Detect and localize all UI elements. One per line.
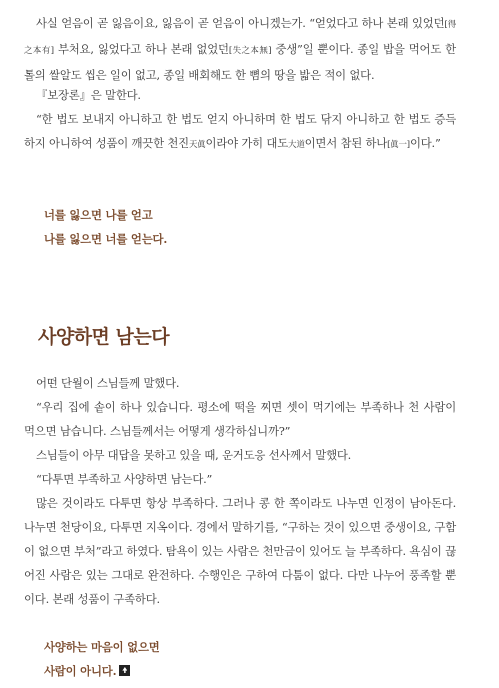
quote-line: 너를 잃으면 나를 얻고 [44, 208, 153, 222]
paragraph: 어떤 단월이 스님들께 말했다. [36, 376, 180, 390]
paragraph-text: 부처요, 잃었다고 하나 본래 없었던 [53, 42, 229, 56]
highlight-quote [44, 203, 167, 251]
quote-line: 나를 잃으면 너를 얻는다. [44, 232, 168, 246]
paragraph: “다투면 부족하고 사양하면 남는다.” [36, 472, 213, 486]
hanja-annotation: 天眞 [188, 140, 206, 150]
paragraph [24, 11, 456, 87]
paragraph-text: 이다.” [409, 136, 441, 150]
highlight-quote [44, 635, 160, 683]
quote-line: 사양하는 마음이 없으면 [44, 640, 160, 654]
quote-line-text: 사람이 아니다. [44, 664, 117, 678]
hanja-annotation: [眞一] [387, 140, 410, 150]
section-heading: 사양하면 남는다 [38, 326, 170, 348]
paragraph: 많은 것이라도 다투면 항상 부족하다. 그러나 콩 한 쪽이라도 나누면 인정이 남아돈다. 나누면 천당이요, 다투면 지옥이다. 경에서 말하기를, “구하는 것이 있으면 중생이요, 구함이 없으면 부처”라고 하였다. 탐욕이 있는 사람은 천만금이 있어도 늘 부족하다. 욕심이 끊어진 사람은 있는 그대로 완전하다. 수행인은 구하여 다툼이 없다. 다만 나누어 풍족할 뿐이다. 본래 성품이 구족하다. [24, 496, 456, 606]
paragraph: 스님들이 아무 대답을 못하고 있을 때, 운거도응 선사께서 말했다. [36, 448, 352, 462]
paragraph-text: 이라야 가히 대도 [205, 136, 289, 150]
paragraph-text: 중생”일 뿐이다. 종일 밥을 먹어도 한 톨의 쌀알도 씹은 일이 없고, 종일 배회해도 한 뼘의 땅을 밟은 적이 없다. [24, 42, 456, 82]
hanja-annotation: 大道 [288, 140, 305, 150]
end-of-section-icon [119, 665, 130, 676]
paragraph: “우리 집에 솥이 하나 있습니다. 평소에 떡을 찌면 셋이 먹기에는 부족하나 천 사람이 먹으면 남습니다. 스님들께서는 어떻게 생각하십니까?” [24, 400, 456, 438]
paragraph-text: 사실 얻음이 곧 잃음이요, 잃음이 곧 얻음이 아니겠는가. “얻었다고 하나 본래 있었던 [36, 16, 445, 30]
quote-line [44, 659, 160, 683]
hanja-annotation: [失之本無] [228, 46, 272, 56]
hanja-annotation: [得之本有] [24, 20, 457, 56]
paragraph [24, 107, 456, 157]
paragraph: 『보장론』은 말한다. [36, 88, 141, 102]
paragraph-text: “한 법도 보내지 아니하고 한 법도 얻지 아니하며 한 법도 닦지 아니하고 한 법도 증득하지 아니하여 성품이 깨끗한 천진 [24, 112, 456, 150]
paragraph-text: 이면서 참된 하나 [304, 136, 388, 150]
